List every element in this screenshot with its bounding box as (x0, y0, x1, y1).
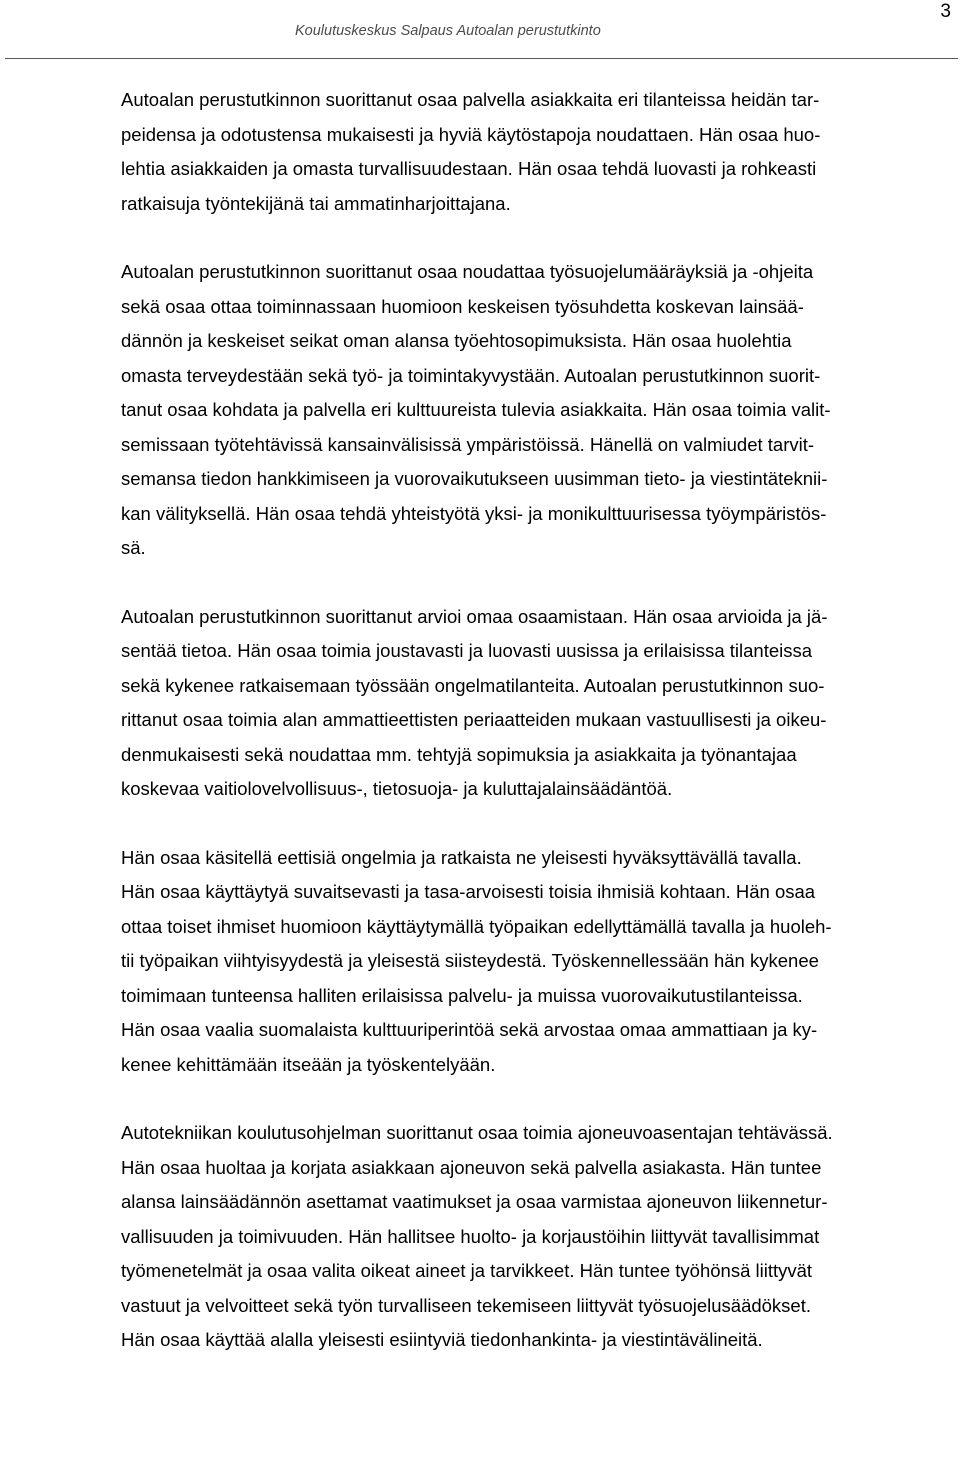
paragraph-ethics (121, 841, 955, 1083)
text-line: tanut osaa kohdata ja palvella eri kulttuureista tulevia asiakkaita. Hän osaa toimia valit- (121, 399, 831, 420)
text-line: Hän osaa vaalia suomalaista kulttuuriperintöä sekä arvostaa omaa ammattiaan ja ky- (121, 1019, 818, 1040)
text-line: työmenetelmät ja osaa valita oikeat aineet ja tarvikkeet. Hän tuntee työhönsä liittyvät (121, 1260, 813, 1281)
text-line: ratkaisuja työntekijänä tai ammatinharjoittajana. (121, 192, 511, 214)
text-line: vallisuuden ja toimivuuden. Hän hallitsee huolto- ja korjaustöihin liittyvät tavallisimmat (121, 1225, 820, 1247)
text-line: ottaa toiset ihmiset huomioon käyttäytymällä työpaikan edellyttämällä tavalla ja huoleh- (121, 915, 832, 937)
text-line: Autoalan perustutkinnon suorittanut osaa palvella asiakkaita eri tilanteissa heidän tar- (121, 89, 820, 110)
text-line: toimimaan tunteensa halliten erilaisissa palvelu- ja muissa vuorovaikutustilanteissa. (121, 984, 803, 1006)
document-body (121, 83, 955, 1392)
text-line: tii työpaikan viihtyisyydestä ja yleisestä siisteydestä. Työskennellessään hän kykenee (121, 950, 819, 971)
text-line: Hän osaa käyttäytyä suvaitsevasti ja tasa-arvoisesti toisia ihmisiä kohtaan. Hän osaa (121, 881, 816, 902)
text-line: sekä kykenee ratkaisemaan työssään ongelmatilanteita. Autoalan perustutkinnon suo- (121, 674, 825, 696)
text-line: semissaan työtehtävissä kansainvälisissä ympäristöissä. Hänellä on valmiudet tarvit- (121, 433, 815, 455)
paragraph-self-assessment (121, 600, 955, 807)
text-line: Autotekniikan koulutusohjelman suorittanut osaa toimia ajoneuvoasentajan tehtävässä. (121, 1122, 833, 1143)
header-divider (5, 58, 958, 59)
text-line: Autoalan perustutkinnon suorittanut arvioi omaa osaamistaan. Hän osaa arvioida ja jä- (121, 605, 828, 627)
text-line: Hän osaa käsitellä eettisiä ongelmia ja ratkaista ne yleisesti hyväksyttävällä tavalla. (121, 846, 802, 868)
text-line: Hän osaa käyttää alalla yleisesti esiintyviä tiedonhankinta- ja viestintävälineitä. (121, 1329, 763, 1350)
text-line: denmukaisesti sekä noudattaa mm. tehtyjä sopimuksia ja asiakkaita ja työnantajaa (121, 743, 797, 765)
text-line: rittanut osaa toimia alan ammattieettisten periaatteiden mukaan vastuullisesti ja oikeu- (121, 709, 827, 730)
text-line: omasta terveydestään sekä työ- ja toimintakyvystään. Autoalan perustutkinnon suorit- (121, 364, 821, 386)
paragraph-work-safety (121, 255, 955, 566)
paragraph-customer-service (121, 83, 955, 221)
text-line: alansa lainsäädännön asettamat vaatimukset ja osaa varmistaa ajoneuvon liikennetur- (121, 1191, 828, 1212)
text-line: kan välityksellä. Hän osaa tehdä yhteistyötä yksi- ja monikulttuurisessa työympäristös- (121, 502, 827, 524)
running-header: Koulutuskeskus Salpaus Autoalan perustutkinto (295, 23, 601, 39)
text-line: sä. (121, 537, 146, 558)
text-line: kenee kehittämään itseään ja työskentelyään. (121, 1053, 496, 1075)
text-line: Autoalan perustutkinnon suorittanut osaa noudattaa työsuojelumääräyksiä ja -ohjeita (121, 261, 814, 282)
text-line: koskevaa vaitiolovelvollisuus-, tietosuoja- ja kuluttajalainsäädäntöä. (121, 778, 673, 799)
text-line: sekä osaa ottaa toiminnassaan huomioon keskeisen työsuhdetta koskevan lainsää- (121, 295, 804, 317)
text-line: semansa tiedon hankkimiseen ja vuorovaikutukseen uusimman tieto- ja viestintäteknii- (121, 468, 828, 489)
text-line: vastuut ja velvoitteet sekä työn turvalliseen tekemiseen liittyvät työsuojelusäädökset. (121, 1294, 812, 1316)
text-line: lehtia asiakkaiden ja omasta turvallisuudestaan. Hän osaa tehdä luovasti ja rohkeasti (121, 158, 817, 179)
paragraph-vehicle-technician (121, 1116, 955, 1358)
text-line: peidensa ja odotustensa mukaisesti ja hyviä käytöstapoja noudattaen. Hän osaa huo- (121, 123, 821, 145)
text-line: sentää tietoa. Hän osaa toimia joustavasti ja luovasti uusissa ja erilaisissa tilanteissa (121, 640, 813, 661)
text-line: dännön ja keskeiset seikat oman alansa työehtosopimuksista. Hän osaa huolehtia (121, 330, 792, 351)
text-line: Hän osaa huoltaa ja korjata asiakkaan ajoneuvon sekä palvella asiakasta. Hän tuntee (121, 1156, 822, 1178)
page-number: 3 (940, 1, 951, 22)
